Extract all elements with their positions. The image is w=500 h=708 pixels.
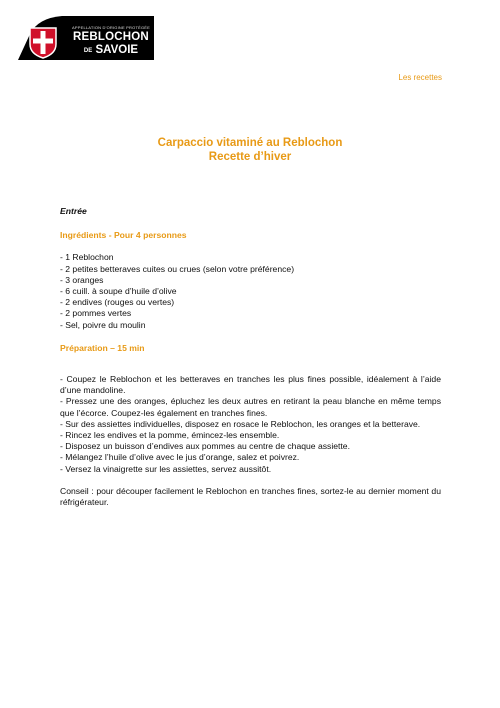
ingredient-item: - 6 cuill. à soupe d’huile d’olive	[60, 286, 177, 297]
step-item: - Pressez une des oranges, épluchez les deux autres en retirant la peau blanche en même temps que l’écorce. Coupez-les également en tranches fines.	[60, 396, 441, 418]
logo-tagline: APPELLATION D'ORIGINE PROTÉGÉE	[71, 25, 151, 30]
reblochon-de-savoie-logo	[16, 14, 156, 62]
ingredient-item: - 1 Reblochon	[60, 252, 114, 263]
recipe-title-block	[0, 136, 500, 164]
logo-wordmark	[68, 26, 154, 56]
step-item: - Disposez un buisson d’endives aux pommes au centre de chaque assiette.	[60, 441, 350, 452]
recipe-subtitle: Recette d’hiver	[208, 151, 292, 163]
preparation-steps	[60, 374, 441, 475]
logo-line-2	[68, 45, 154, 57]
logo-line-1: REBLOCHON	[73, 31, 149, 43]
recipe-tip: Conseil : pour découper facilement le Reblochon en tranches fines, sortez-le au dernier moment du réfrigérateur.	[60, 485, 441, 508]
ingredients-heading: Ingrédients - Pour 4 personnes	[60, 230, 187, 241]
logo-line-2-main: SAVOIE	[95, 43, 139, 56]
ingredients-list	[60, 252, 441, 330]
recipe-category: Entrée	[60, 206, 87, 216]
step-item: - Rincez les endives et la pomme, émincez-les ensemble.	[60, 430, 280, 441]
ingredient-item: - 2 pommes vertes	[60, 308, 132, 319]
step-item: - Sur des assiettes individuelles, disposez en rosace le Reblochon, les oranges et la betterave.	[60, 418, 421, 429]
ingredient-item: - 3 oranges	[60, 274, 104, 285]
ingredient-item: - 2 petites betteraves cuites ou crues (selon votre préférence)	[60, 263, 295, 274]
ingredient-item: - Sel, poivre du moulin	[60, 319, 146, 330]
section-link-recettes[interactable]: Les recettes	[398, 73, 442, 82]
savoie-flag-icon	[30, 28, 56, 58]
logo-line-2-small: DE	[83, 47, 93, 54]
recipe-title: Carpaccio vitaminé au Reblochon	[157, 137, 343, 149]
step-item: - Mélangez l’huile d’olive avec le jus d’orange, salez et poivrez.	[60, 452, 300, 463]
preparation-heading: Préparation – 15 min	[60, 342, 145, 353]
ingredient-item: - 2 endives (rouges ou vertes)	[60, 297, 175, 308]
step-item: - Coupez le Reblochon et les betteraves en tranches les plus fines possible, idéalement à l’aide d’une mandoline.	[60, 374, 441, 396]
step-item: - Versez la vinaigrette sur les assiettes, servez aussitôt.	[60, 463, 272, 474]
spacer	[60, 365, 441, 374]
recipe-content	[60, 206, 441, 508]
